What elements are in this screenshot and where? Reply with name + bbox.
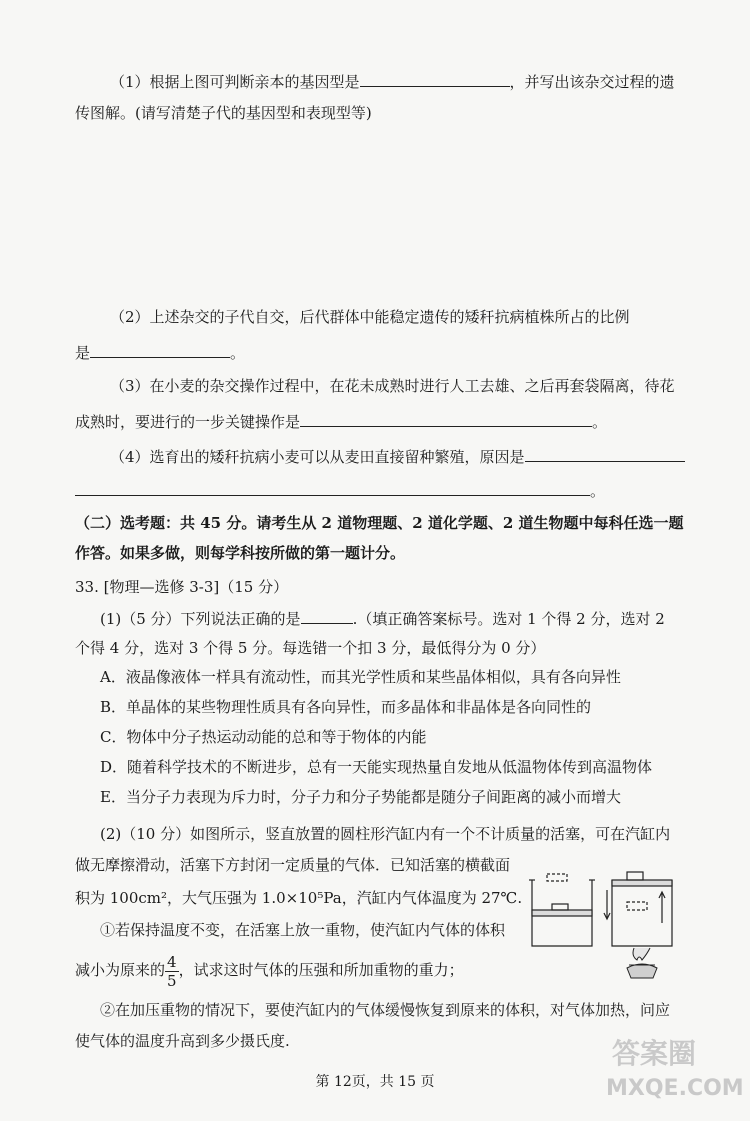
q-genetics-part2-line1: （2）上述杂交的子代自交，后代群体中能稳定遗传的矮秆抗病植株所占的比例 (110, 308, 630, 326)
answer-blank[interactable] (301, 607, 353, 624)
q-genetics-part3-line1: （3）在小麦的杂交操作过程中，在花未成熟时进行人工去雄、之后再套袋隔离，待花 (110, 377, 675, 395)
q-genetics-part3-line2: 成熟时，要进行的一步关键操作是 。 (75, 410, 607, 432)
q33-option-b: B．单晶体的某些物理性质具有各向异性，而多晶体和非晶体是各向同性的 (100, 698, 592, 716)
answer-blank[interactable] (90, 341, 230, 358)
q-genetics-part1-line1: （1）根据上图可判断亲本的基因型是 ，并写出该杂交过程的遗 (110, 70, 675, 92)
answer-blank[interactable] (75, 479, 590, 496)
q33-sub2-line7: 使气体的温度升高到多少摄氏度. (75, 1032, 290, 1050)
q33-sub2-line3: 积为 100cm²，大气压强为 1.0×10⁵Pa，汽缸内气体温度为 27℃. (75, 889, 523, 907)
q33-sub2-line5: 减小为原来的 $\frac{4}{5}$ ，试求这时气体的压强和所加重物的重力； (75, 952, 464, 990)
answer-blank[interactable] (300, 410, 592, 427)
answer-blank[interactable] (525, 445, 685, 462)
cylinder-diagram (527, 868, 677, 983)
watermark-bottom: MXQE.COM (606, 1076, 744, 1101)
answer-blank[interactable] (360, 70, 510, 87)
q33-sub2-line4: ①若保持温度不变，在活塞上放一重物，使汽缸内气体的体积 (100, 921, 506, 939)
q33-option-e: E．当分子力表现为斥力时，分子力和分子势能都是随分子间距离的减小而增大 (100, 788, 621, 806)
q-genetics-part1-line2: 传图解。(请写清楚子代的基因型和表现型等) (75, 104, 372, 122)
q-genetics-part4-line1: （4）选育出的矮秆抗病小麦可以从麦田直接留种繁殖，原因是 (110, 445, 685, 467)
q33-sub1-line2: 个得 4 分，选对 3 个得 5 分。每选错一个扣 3 分，最低得分为 0 分） (75, 639, 546, 657)
q33-header: 33. [物理—选修 3-3]（15 分） (75, 578, 289, 596)
q33-sub2-line2: 做无摩擦滑动，活塞下方封闭一定质量的气体．已知活塞的横截面 (75, 856, 511, 874)
q-genetics-part4-line2: 。 (75, 479, 605, 501)
fraction-four-fifths: $\frac{4}{5}$ (167, 952, 177, 990)
q33-sub2-line1: (2)（10 分）如图所示，竖直放置的圆柱形汽缸内有一个不计质量的活塞，可在汽缸内 (100, 825, 671, 843)
q33-option-d: D．随着科学技术的不断进步，总有一天能实现热量自发地从低温物体传到高温物体 (100, 758, 653, 776)
q33-sub2-line6: ②在加压重物的情况下，要使汽缸内的气体缓慢恢复到原来的体积，对气体加热，问应 (100, 1001, 671, 1019)
q-genetics-part2-line2: 是 。 (75, 341, 245, 363)
q33-sub1-line1: (1)（5 分）下列说法正确的是 .（填正确答案标号。选对 1 个得 2 分，选对 2 (100, 607, 665, 629)
page-footer: 第 12页，共 15 页 (315, 1074, 435, 1090)
section2-line1: （二）选考题：共 45 分。请考生从 2 道物理题、2 道化学题、2 道生物题中每科任选一题 (75, 514, 684, 532)
q33-option-c: C．物体中分子热运动动能的总和等于物体的内能 (100, 728, 427, 746)
watermark-top: 答案圈 (612, 1037, 697, 1070)
q33-option-a: A．液晶像液体一样具有流动性，而其光学性质和某些晶体相似，具有各向异性 (100, 668, 621, 686)
section2-line2: 作答。如果多做，则每学科按所做的第一题计分。 (75, 544, 406, 562)
